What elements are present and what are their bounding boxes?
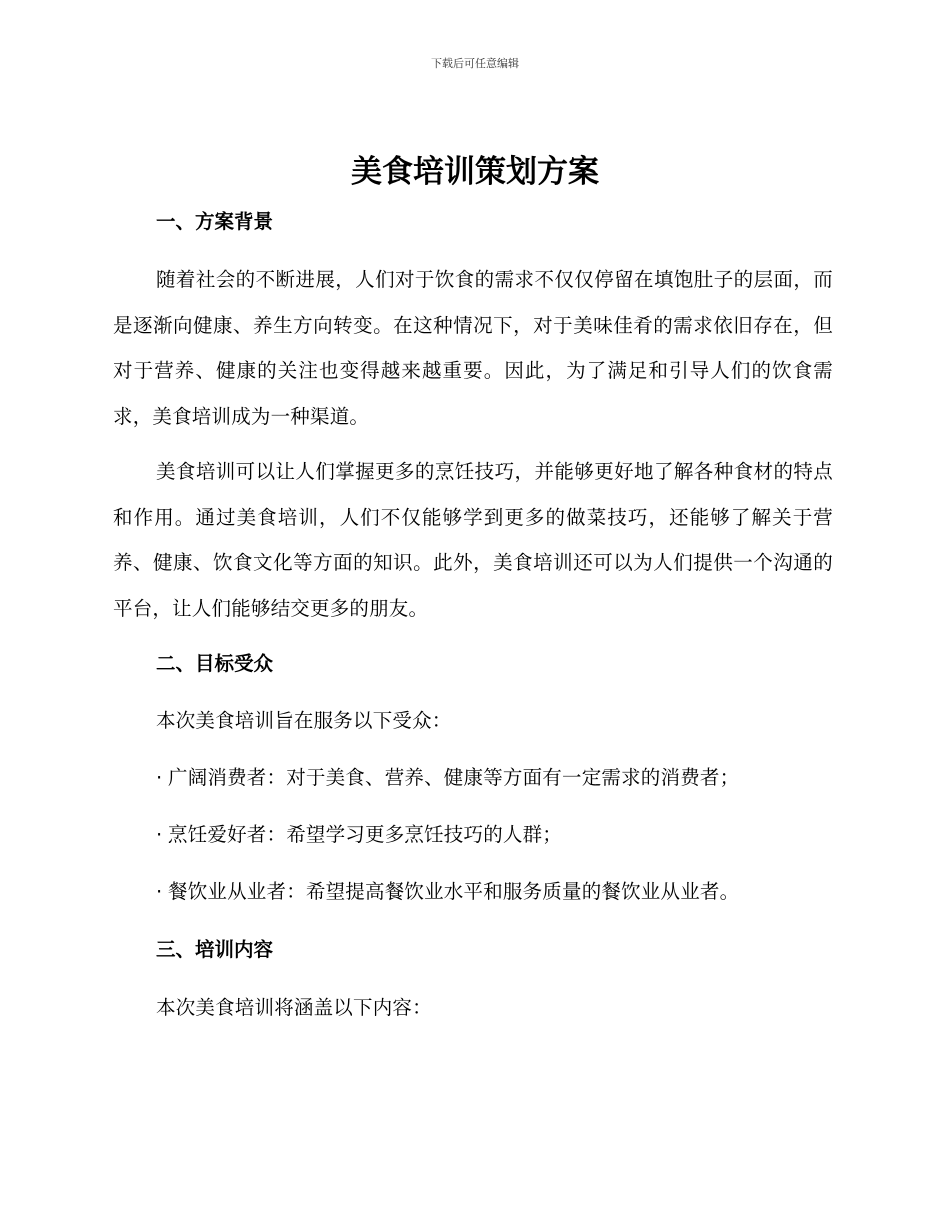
section-heading-content: 三、培训内容 (156, 938, 274, 961)
list-item-text: 餐饮业从业者：希望提高餐饮业水平和服务质量的餐饮业从业者。 (168, 880, 740, 903)
bullet-dot-icon: · (156, 880, 163, 903)
list-item-text: 广阔消费者：对于美食、营养、健康等方面有一定需求的消费者； (168, 766, 740, 789)
section-heading-audience: 二、目标受众 (156, 652, 274, 675)
list-item-text: 烹饪爱好者：希望学习更多烹饪技巧的人群； (168, 823, 563, 846)
document-title: 美食培训策划方案 (351, 154, 599, 190)
bullet-dot-icon: · (156, 766, 163, 789)
audience-intro: 本次美食培训旨在服务以下受众： (156, 709, 452, 732)
section-heading-background: 一、方案背景 (156, 210, 274, 233)
header-note: 下载后可任意编辑 (431, 57, 519, 70)
list-item (156, 878, 876, 906)
audience-list (113, 764, 876, 906)
list-item (156, 821, 876, 849)
content-intro: 本次美食培训将涵盖以下内容： (156, 996, 432, 1019)
paragraph-background-2: 美食培训可以让人们掌握更多的烹饪技巧，并能够更好地了解各种食材的特点和作用。通过美食培训，人们不仅能够学到更多的做菜技巧，还能够了解关于营养、健康、饮食文化等方面的知识。此外，美食培训还可以为人们提供一个沟通的平台，让人们能够结交更多的朋友。 (113, 460, 833, 620)
list-item (156, 764, 876, 792)
bullet-dot-icon: · (156, 823, 163, 846)
paragraph-background-1: 随着社会的不断进展，人们对于饮食的需求不仅仅停留在填饱肚子的层面，而是逐渐向健康、养生方向转变。在这种情况下，对于美味佳肴的需求依旧存在，但对于营养、健康的关注也变得越来越重要。因此，为了满足和引导人们的饮食需求，美食培训成为一种渠道。 (113, 268, 833, 428)
